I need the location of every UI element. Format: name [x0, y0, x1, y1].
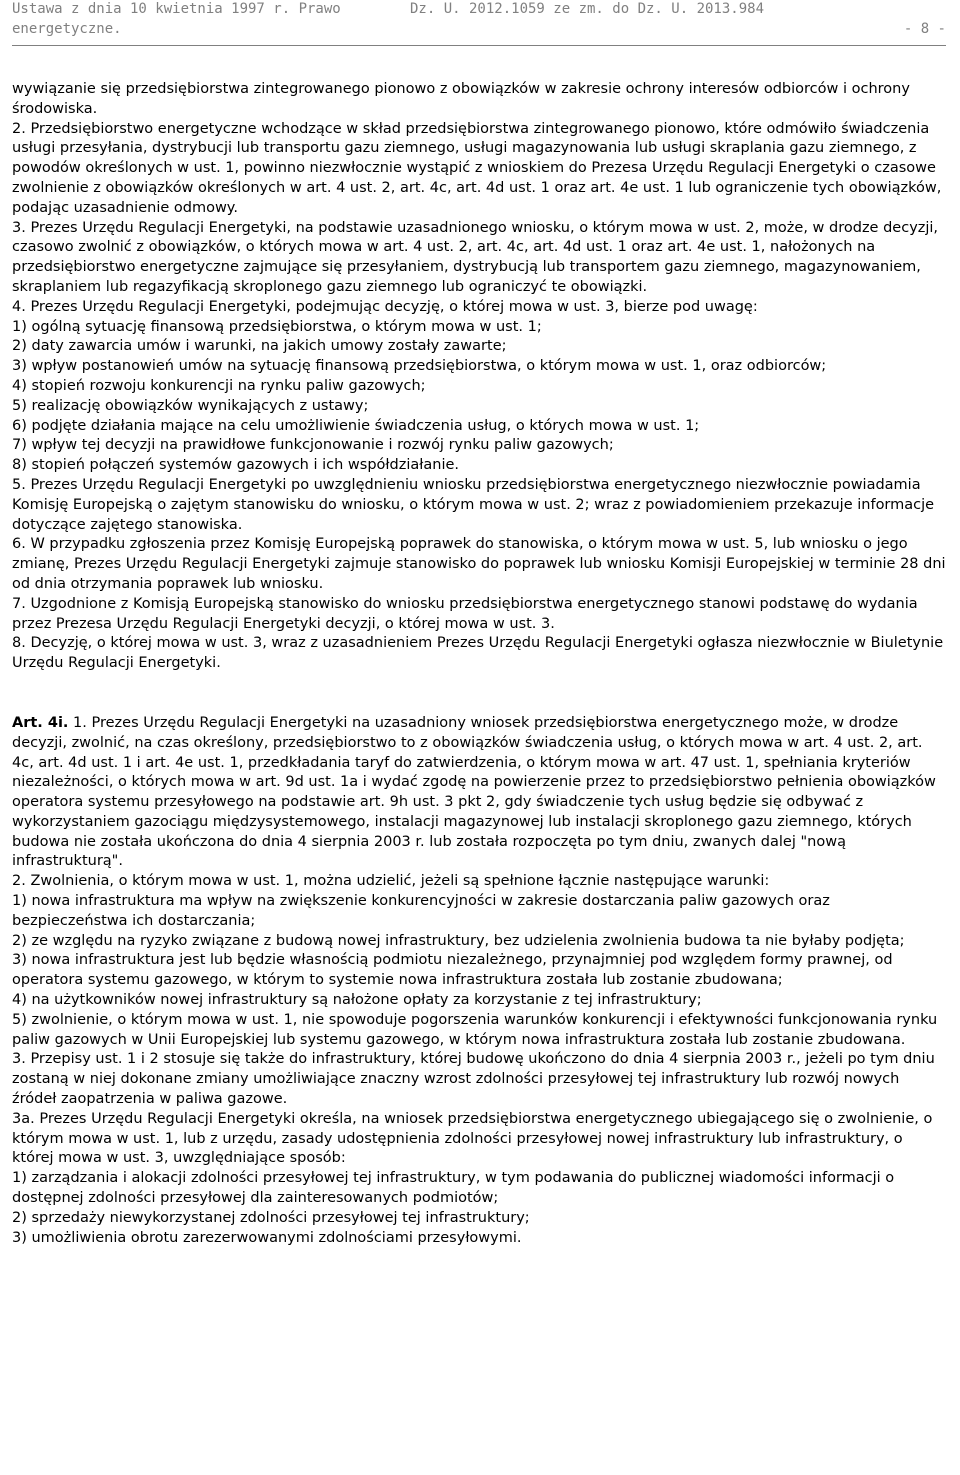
- list-item: 5) realizację obowiązków wynikających z ustawy;: [12, 397, 369, 414]
- list-item: 6) podjęte działania mające na celu umożliwienie świadczenia usług, o których mowa w ust. 1;: [12, 417, 700, 434]
- list-item: 5) zwolnienie, o którym mowa w ust. 1, nie spowoduje pogorszenia warunków konkurencji i efektywności funkcjonowania rynku paliw gazowych w Unii Europejskiej lub systemu gazowego, w którym nowa infrastruktura została lub zostanie zbudowana.: [12, 1011, 938, 1048]
- paragraph: 4. Prezes Urzędu Regulacji Energetyki, podejmując decyzję, o której mowa w ust. 3, bierze pod uwagę:: [12, 298, 758, 315]
- section-spacer: [12, 674, 948, 714]
- article-first-paragraph: [12, 714, 948, 872]
- paragraph: wywiązanie się przedsiębiorstwa zintegrowanego pionowo z obowiązków w zakresie ochrony interesów odbiorców i ochrony środowiska.: [12, 81, 910, 117]
- journal-reference: Dz. U. 2012.1059 ze zm. do Dz. U. 2013.984: [410, 1, 765, 17]
- list-item: 1) zarządzania i alokacji zdolności przesyłowej tej infrastruktury, w tym podawania do publicznej wiadomości informacji o dostępnej zdolności przesyłowej dla zainteresowanych podmiotów;: [12, 1170, 895, 1207]
- paragraph-text: Prezes Urzędu Regulacji Energetyki na uzasadniony wniosek przedsiębiorstwa energetycznego może, w drodze decyzji, zwolnić, na czas określony, przedsiębiorstwo to z obowiązków świadczenia usług, o których mowa w art. 4 ust. 2, art. 4c, art. 4d ust. 1 i art. 4e ust. 1, przedkładania taryf do zatwierdzenia, o którym mowa w art. 47 ust. 1, spełniania kryteriów niezależności, o których mowa w art. 9d ust. 1a i wydać zgodę na powierzenie przez to przedsiębiorstwo pełnienia obowiązków operatora systemu przesyłowego na podstawie art. 9h ust. 3 pkt 2, gdy świadczenie tych usług będzie się odbywać z wykorzystaniem gazociągu międzysystemowego, instalacji magazynowej lub instalacji skroplonego gazu ziemnego, których budowa nie została ukończona do dnia 4 sierpnia 2003 r. lub została rozpoczęta po tym dniu, zwanych dalej "nową infrastrukturą".: [12, 714, 936, 870]
- paragraph: 6. W przypadku zgłoszenia przez Komisję Europejską poprawek do stanowiska, o którym mowa w ust. 5, lub wniosku o jego zmianę, Prezes Urzędu Regulacji Energetyki zajmuje stanowisko do poprawek lub wniosku Komisji Europejskiej w terminie 28 dni od dnia otrzymania poprawek lub wniosku.: [12, 536, 946, 592]
- list-item: 3) nowa infrastruktura jest lub będzie własnością podmiotu niezależnego, przynajmniej pod względem formy prawnej, od operatora systemu gazowego, w którym to systemie nowa infrastruktura została lub zostanie zbudowana;: [12, 952, 893, 989]
- list-item: 2) sprzedaży niewykorzystanej zdolności przesyłowej tej infrastruktury;: [12, 1209, 530, 1226]
- paragraph: 2. Zwolnienia, o którym mowa w ust. 1, można udzielić, jeżeli są spełnione łącznie następujące warunki:: [12, 873, 770, 890]
- list-item: 3) wpływ postanowień umów na sytuację finansową przedsiębiorstwa, o którym mowa w ust. 1, oraz odbiorców;: [12, 358, 827, 375]
- paragraph: 2. Przedsiębiorstwo energetyczne wchodzące w skład przedsiębiorstwa zintegrowanego pionowo, które odmówiło świadczenia usługi przesyłania, dystrybucji lub transportu gazu ziemnego, usługi magazynowania lub usługi skraplania gazu ziemnego, z powodów określonych w ust. 1, powinno niezwłocznie wystąpić z wnioskiem do Prezesa Urzędu Regulacji Energetyki o czasowe zwolnienie z obowiązków określonych w art. 4 ust. 2, art. 4c, art. 4d ust. 1 oraz art. 4e ust. 1 lub ograniczenie tych obowiązków, podając uzasadnienie odmowy.: [12, 120, 942, 216]
- list-item: 2) daty zawarcia umów i warunki, na jakich umowy zostały zawarte;: [12, 338, 507, 355]
- list-item: 7) wpływ tej decyzji na prawidłowe funkcjonowanie i rozwój rynku paliw gazowych;: [12, 437, 614, 454]
- document-title: Ustawa z dnia 10 kwietnia 1997 r. Prawo: [12, 1, 341, 17]
- paragraph: 3. Przepisy ust. 1 i 2 stosuje się także do infrastruktury, której budowę ukończono do dnia 4 sierpnia 2003 r., jeżeli po tym dniu zostaną w niej dokonane zmiany umożliwiające znaczny wzrost zdolności przesyłowej tej infrastruktury lub rozwój nowych źródeł zaopatrzenia w paliwa gazowe.: [12, 1051, 935, 1108]
- list-item: 3) umożliwienia obrotu zarezerwowanymi zdolnościami przesyłowymi.: [12, 1229, 522, 1246]
- paragraph: 5. Prezes Urzędu Regulacji Energetyki po uwzględnieniu wniosku przedsiębiorstwa energetycznego niezwłocznie powiadamia Komisję Europejską o zajętym stanowisku do wniosku, o którym mowa w ust. 2; wraz z powiadomieniem przekazuje informacje dotyczące zajętego stanowiska.: [12, 476, 935, 533]
- list-item: 4) stopień rozwoju konkurencji na rynku paliw gazowych;: [12, 377, 426, 394]
- list-item: 4) na użytkowników nowej infrastruktury są nałożone opłaty za korzystanie z tej infrastruktury;: [12, 992, 702, 1009]
- page-header: [12, 0, 946, 46]
- paragraph: 3. Prezes Urzędu Regulacji Energetyki, na podstawie uzasadnionego wniosku, o którym mowa w ust. 2, może, w drodze decyzji, czasowo zwolnić z obowiązków, o których mowa w art. 4 ust. 2, art. 4c, art. 4d ust. 1 oraz art. 4e ust. 1, nałożonych na przedsiębiorstwo energetyczne zajmujące się przesyłaniem, dystrybucją lub transportem gazu ziemnego, magazynowaniem, skraplaniem lub regazyfikacją skroplonego gazu ziemnego lub ograniczyć te obowiązki.: [12, 219, 939, 295]
- document-body: [12, 80, 948, 1248]
- paragraph-number: 1.: [73, 714, 87, 731]
- document-title-continued: energetyczne.: [12, 21, 122, 37]
- page-number: - 8 -: [903, 21, 946, 37]
- list-item: 2) ze względu na ryzyko związane z budową nowej infrastruktury, bez udzielenia zwolnienia budowa ta nie byłaby podjęta;: [12, 932, 905, 949]
- paragraph: 7. Uzgodnione z Komisją Europejską stanowisko do wniosku przedsiębiorstwa energetycznego stanowi podstawę do wydania przez Prezesa Urzędu Regulacji Energetyki decyzji, o której mowa w ust. 3.: [12, 595, 918, 632]
- paragraph: 3a. Prezes Urzędu Regulacji Energetyki określa, na wniosek przedsiębiorstwa energetycznego ubiegającego się o zwolnienie, o którym mowa w ust. 1, lub z urzędu, zasady udostępnienia zdolności przesyłowej nowej infrastruktury lub infrastruktury, o której mowa w ust. 3, uwzględniające sposób:: [12, 1110, 933, 1167]
- list-item: 1) ogólną sytuację finansową przedsiębiorstwa, o którym mowa w ust. 1;: [12, 318, 542, 335]
- paragraph: 8. Decyzję, o której mowa w ust. 3, wraz z uzasadnieniem Prezes Urzędu Regulacji Energetyki ogłasza niezwłocznie w Biuletynie Urzędu Regulacji Energetyki.: [12, 635, 944, 672]
- list-item: 1) nowa infrastruktura ma wpływ na zwiększenie konkurencyjności w zakresie dostarczania paliw gazowych oraz bezpieczeństwa ich dostarczania;: [12, 893, 830, 929]
- article-heading: Art. 4i.: [12, 714, 69, 731]
- list-item: 8) stopień połączeń systemów gazowych i ich współdziałanie.: [12, 457, 460, 474]
